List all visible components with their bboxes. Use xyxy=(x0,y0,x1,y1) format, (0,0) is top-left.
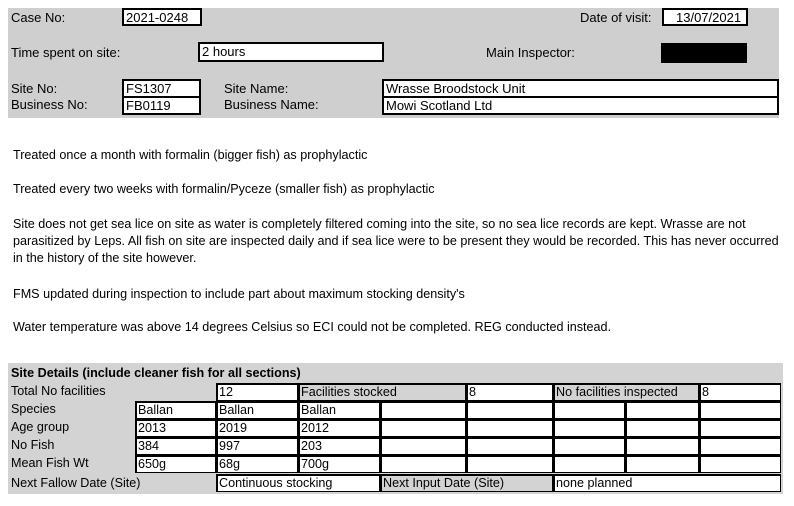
table-cell xyxy=(553,419,625,437)
note-paragraph: FMS updated during inspection to include part about maximum stocking density's xyxy=(13,287,465,301)
next-input-label: Next Input Date (Site) xyxy=(380,474,553,492)
table-cell xyxy=(380,437,466,455)
business-no-label: Business No: xyxy=(11,97,88,112)
row-label: No Fish xyxy=(11,438,55,452)
table-cell xyxy=(466,455,553,473)
site-no-label: Site No: xyxy=(11,81,58,96)
table-cell xyxy=(553,455,625,473)
table-cell: Ballan xyxy=(135,401,216,419)
table-cell xyxy=(380,419,466,437)
time-spent-field: 2 hours xyxy=(198,42,384,62)
table-cell xyxy=(699,455,781,473)
table-cell xyxy=(466,419,553,437)
site-name-label: Site Name: xyxy=(224,81,289,96)
facilities-inspected-label: No facilities inspected xyxy=(553,383,699,401)
date-of-visit-field: 13/07/2021 xyxy=(662,8,748,26)
facilities-stocked-label: Facilities stocked xyxy=(298,383,466,401)
table-cell: Ballan xyxy=(216,401,298,419)
table-cell xyxy=(466,437,553,455)
table-cell xyxy=(699,437,781,455)
note-paragraph: Site does not get sea lice on site as water is completely filtered coming into the site, so no sea lice records are kept. Wrasse are not parasitized by Leps. All fish on site are inspected daily and if sea lice were to be present they would be recorded. This has never occurred in the history of the site however. xyxy=(13,217,779,265)
table-cell: Ballan xyxy=(298,401,380,419)
note-paragraph: Treated every two weeks with formalin/Pyceze (smaller fish) as prophylactic xyxy=(13,182,435,196)
note-paragraph: Water temperature was above 14 degrees Celsius so ECI could not be completed. REG conducted instead. xyxy=(13,320,612,334)
time-spent-label: Time spent on site: xyxy=(11,45,121,60)
next-input-value: none planned xyxy=(553,474,781,492)
table-cell: 2013 xyxy=(135,419,216,437)
facilities-stocked-value: 8 xyxy=(466,383,553,401)
table-cell: 384 xyxy=(135,437,216,455)
table-cell xyxy=(625,419,699,437)
row-label: Mean Fish Wt xyxy=(11,456,89,470)
table-cell xyxy=(625,437,699,455)
site-details-title: Site Details (include cleaner fish for all sections) xyxy=(11,366,301,380)
site-no-field: FS1307 xyxy=(122,79,201,98)
table-cell: 203 xyxy=(298,437,380,455)
site-name-field: Wrasse Broodstock Unit xyxy=(382,79,779,98)
case-no-field: 2021-0248 xyxy=(122,8,202,26)
total-facilities-label: Total No facilities xyxy=(11,384,106,398)
table-cell xyxy=(380,401,466,419)
business-no-field: FB0119 xyxy=(122,96,201,115)
table-cell: 997 xyxy=(216,437,298,455)
note-paragraph: Treated once a month with formalin (bigger fish) as prophylactic xyxy=(13,148,368,162)
next-fallow-label: Next Fallow Date (Site) xyxy=(11,476,141,490)
table-cell: 2019 xyxy=(216,419,298,437)
table-cell xyxy=(625,401,699,419)
table-cell xyxy=(553,437,625,455)
redacted-inspector-name xyxy=(661,43,747,63)
table-cell: 700g xyxy=(298,455,380,473)
main-inspector-label: Main Inspector: xyxy=(486,45,575,60)
business-name-field: Mowi Scotland Ltd xyxy=(382,96,779,115)
table-cell xyxy=(553,401,625,419)
table-cell xyxy=(380,455,466,473)
facilities-inspected-value: 8 xyxy=(699,383,781,401)
business-name-label: Business Name: xyxy=(224,97,319,112)
table-cell xyxy=(699,419,781,437)
table-cell xyxy=(699,401,781,419)
table-cell: 2012 xyxy=(298,419,380,437)
table-cell: 650g xyxy=(135,455,216,473)
case-no-label: Case No: xyxy=(11,10,66,25)
next-fallow-value: Continuous stocking xyxy=(216,474,380,492)
table-cell xyxy=(466,401,553,419)
table-cell xyxy=(625,455,699,473)
row-label: Species xyxy=(11,402,56,416)
row-label: Age group xyxy=(11,420,70,434)
date-of-visit-label: Date of visit: xyxy=(580,10,652,25)
total-facilities-value: 12 xyxy=(216,383,298,401)
table-cell: 68g xyxy=(216,455,298,473)
